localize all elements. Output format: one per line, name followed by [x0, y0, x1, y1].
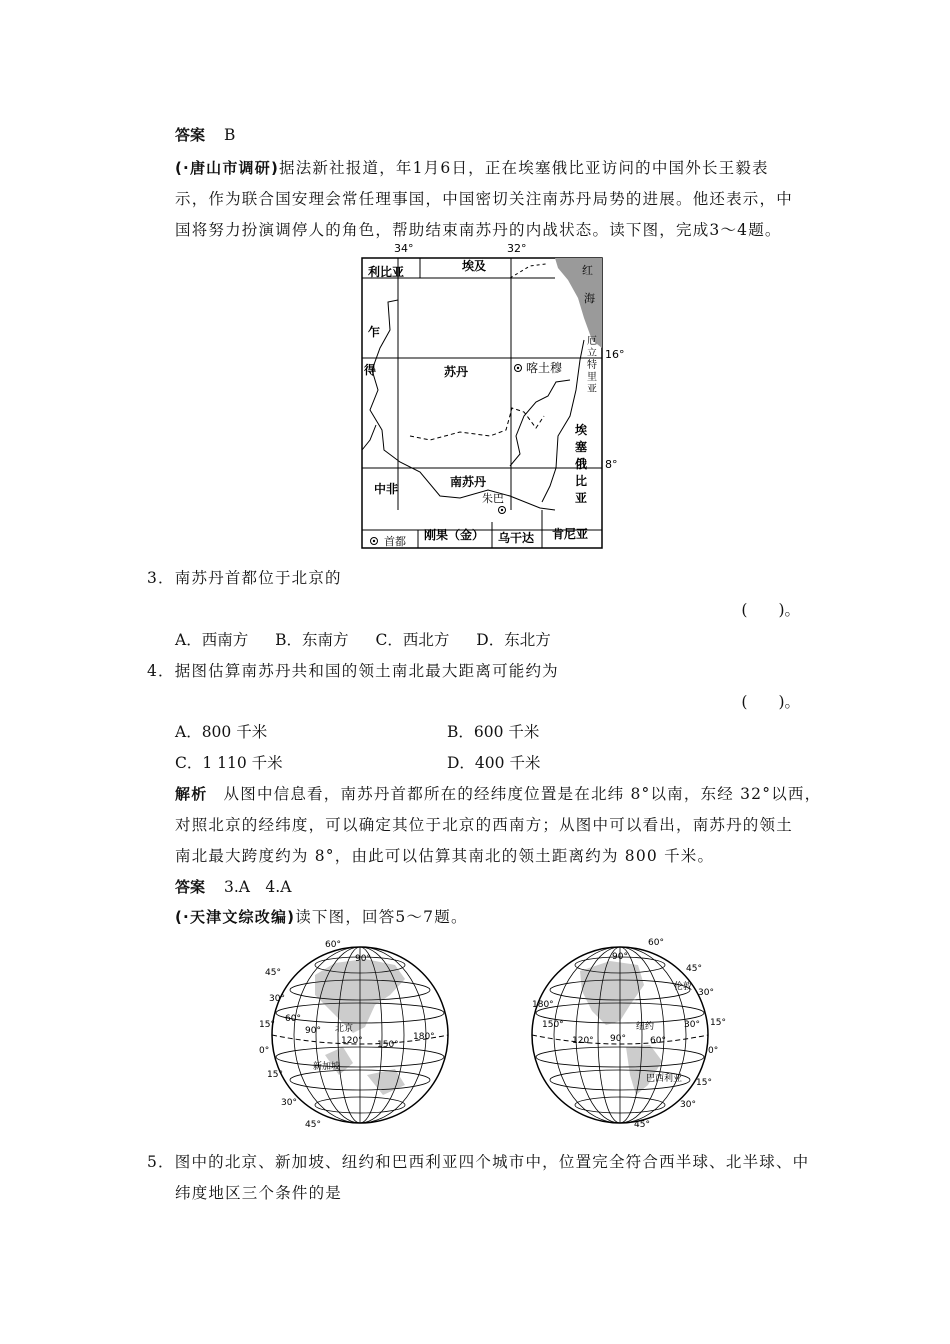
map-khartoum: 喀土穆 [526, 361, 563, 375]
map-lat-8: 8° [605, 458, 618, 471]
svg-text:15°: 15° [710, 1018, 726, 1028]
svg-text:180°: 180° [532, 1000, 554, 1010]
map-sudan: 苏丹 [444, 365, 469, 379]
svg-text:新加坡: 新加坡 [313, 1062, 341, 1072]
svg-text:60°: 60° [325, 940, 341, 950]
svg-text:90°: 90° [612, 952, 628, 962]
svg-text:90°: 90° [610, 1034, 626, 1044]
answer-line-2 [175, 875, 291, 897]
map-south-sudan: 南苏丹 [450, 475, 487, 489]
svg-text:巴西利亚: 巴西利亚 [646, 1074, 683, 1084]
globe-western [520, 935, 730, 1135]
svg-text:特: 特 [587, 360, 597, 371]
svg-text:亚: 亚 [587, 384, 597, 395]
map-juba: 朱巴 [482, 492, 504, 505]
q4-option-c: C．1 110 千米 [175, 754, 283, 772]
map-congo: 刚果（金） [424, 528, 485, 542]
map-chad-1: 乍 [368, 325, 381, 339]
q3-stem: 3．南苏丹首都位于北京的 [147, 569, 342, 587]
svg-text:塞: 塞 [575, 440, 588, 454]
analysis-line-1: 解析 从图中信息看，南苏丹首都所在的经纬度位置是在北纬 8°以南，东经 32°以西， [175, 785, 822, 803]
q4-stem: 4．据图估算南苏丹共和国的领土南北最大距离可能约为 [147, 662, 559, 680]
globe-eastern [255, 935, 465, 1135]
svg-text:15°: 15° [259, 1020, 275, 1030]
svg-text:厄: 厄 [587, 336, 597, 347]
passage-2: (·天津文综改编)读下图，回答5～7题。 [175, 908, 468, 926]
q3-option-b: B．东南方 [275, 631, 349, 649]
svg-text:120°: 120° [572, 1036, 594, 1046]
q4-option-d: D．400 千米 [447, 754, 541, 772]
map-lon-32: 32° [507, 242, 527, 255]
svg-text:45°: 45° [305, 1120, 321, 1130]
svg-text:60°: 60° [648, 938, 664, 948]
map-libya: 利比亚 [368, 265, 405, 279]
svg-text:90°: 90° [355, 954, 371, 964]
q3-option-a: A．西南方 [175, 631, 249, 649]
map-red-sea-2: 海 [584, 292, 595, 305]
passage-1-line-3: 国将努力扮演调停人的角色，帮助结束南苏丹的内战状态。读下图，完成3～4题。 [175, 221, 782, 239]
svg-text:纽约: 纽约 [636, 1022, 655, 1032]
svg-text:0°: 0° [708, 1046, 719, 1056]
map-kenya: 肯尼亚 [552, 527, 589, 541]
q4-option-b: B．600 千米 [447, 723, 540, 741]
svg-text:30°: 30° [281, 1098, 297, 1108]
svg-text:60°: 60° [285, 1014, 301, 1024]
map-egypt: 埃及 [462, 259, 487, 273]
analysis-label: 解析 [175, 785, 208, 803]
svg-text:15°: 15° [267, 1070, 283, 1080]
svg-text:亚: 亚 [575, 491, 588, 505]
passage-1-line-2: 示，作为联合国安理会常任理事国，中国密切关注南苏丹局势的进展。他还表示，中 [175, 190, 793, 208]
map-chad-2: 得 [364, 363, 377, 377]
svg-text:15°: 15° [696, 1078, 712, 1088]
q3-option-c: C．西北方 [375, 631, 450, 649]
passage-2-source: (·天津文综改编) [175, 908, 296, 926]
passage-1-source: (·唐山市调研) [175, 159, 280, 177]
passage-1-line-1: (·唐山市调研)据法新社报道，年1月6日，正在埃塞俄比亚访问的中国外长王毅表 [175, 159, 769, 177]
svg-text:90°: 90° [305, 1026, 321, 1036]
svg-text:30°: 30° [698, 988, 714, 998]
svg-text:0°: 0° [259, 1046, 270, 1056]
svg-text:埃: 埃 [575, 423, 588, 437]
answer-2-value: 3.A 4.A [223, 878, 292, 896]
map-lon-34: 34° [394, 242, 414, 255]
svg-text:北京: 北京 [335, 1024, 354, 1034]
map-lat-16: 16° [605, 348, 625, 361]
q3-options [175, 628, 551, 650]
q4-option-a: A．800 千米 [175, 723, 268, 741]
svg-text:比: 比 [575, 474, 588, 488]
svg-text:45°: 45° [634, 1120, 650, 1130]
svg-text:180°: 180° [413, 1032, 435, 1042]
svg-text:伦敦: 伦敦 [674, 982, 693, 992]
answer-value: B [223, 126, 236, 144]
q4-answer-blank: ( )。 [741, 693, 800, 711]
svg-text:150°: 150° [542, 1020, 564, 1030]
analysis-line-3: 南北最大跨度约为 8°，由此可以估算其南北的领土距离约为 800 千米。 [175, 847, 715, 865]
svg-text:45°: 45° [686, 964, 702, 974]
map-car: 中非 [374, 482, 399, 496]
q3-answer-blank: ( )。 [741, 601, 800, 619]
svg-text:立: 立 [587, 348, 597, 359]
svg-text:150°: 150° [377, 1040, 399, 1050]
map-red-sea-1: 红 [582, 264, 593, 277]
svg-text:60°: 60° [650, 1036, 666, 1046]
svg-text:120°: 120° [341, 1036, 363, 1046]
q5-line-2: 纬度地区三个条件的是 [175, 1184, 343, 1202]
answer-label: 答案 [175, 126, 206, 144]
answer-line-1 [175, 124, 235, 145]
q5-line-1: 5．图中的北京、新加坡、纽约和巴西利亚四个城市中，位置完全符合西半球、北半球、中 [147, 1153, 810, 1171]
q3-option-d: D．东北方 [476, 631, 551, 649]
analysis-line-2: 对照北京的经纬度，可以确定其位于北京的西南方；从图中可以看出，南苏丹的领土 [175, 816, 793, 834]
svg-text:里: 里 [587, 372, 597, 383]
svg-text:30°: 30° [269, 994, 285, 1004]
answer-2-label: 答案 [175, 878, 206, 896]
svg-text:30°: 30° [684, 1020, 700, 1030]
svg-text:俄: 俄 [575, 457, 588, 471]
map-uganda: 乌干达 [498, 531, 535, 545]
svg-text:45°: 45° [265, 968, 281, 978]
sudan-map [340, 240, 630, 552]
svg-text:30°: 30° [680, 1100, 696, 1110]
map-legend-capital: 首都 [384, 535, 406, 548]
